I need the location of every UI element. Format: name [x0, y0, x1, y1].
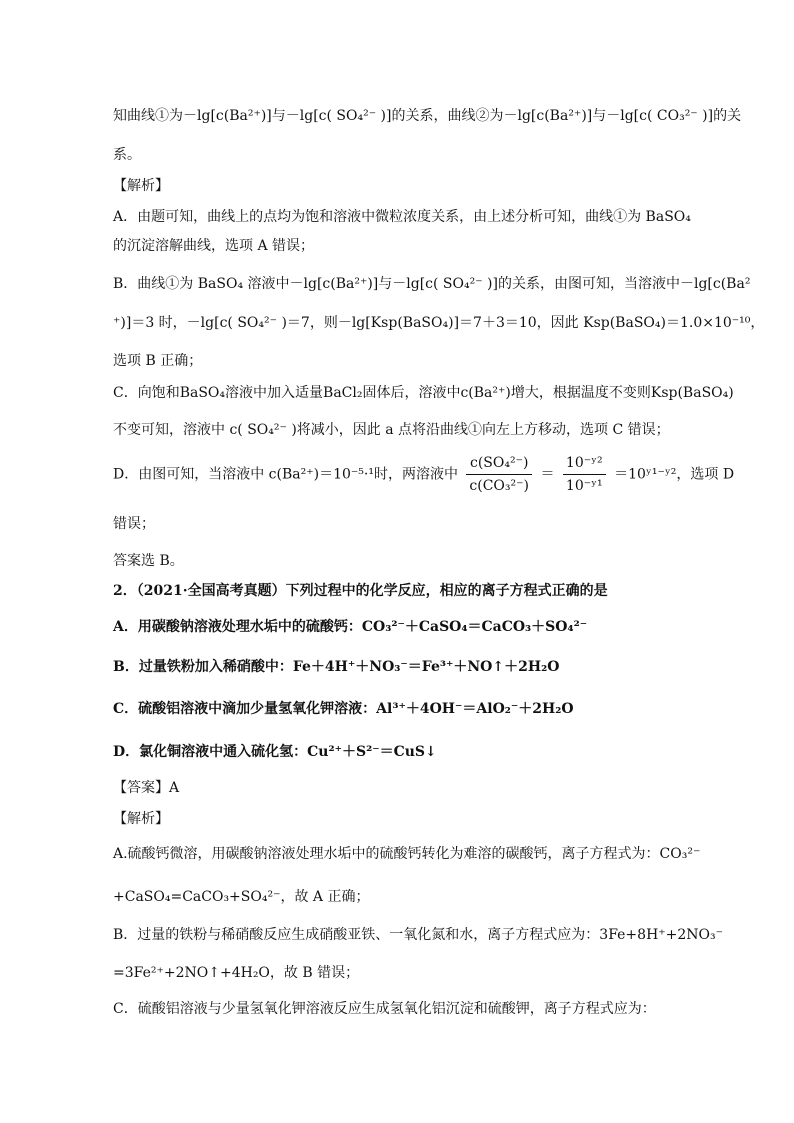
text-line: 选项 B 正确；	[113, 353, 203, 369]
fraction-numerator: c(SO₄²⁻)	[466, 452, 532, 475]
fraction-numerator: 10⁻ʸ²	[563, 452, 606, 475]
text-line: B．过量的铁粉与稀硝酸反应生成硝酸亚铁、一氧化氮和水，离子方程式应为：3Fe+8H⁺+2NO₃⁻	[113, 927, 724, 943]
concentration-ratio	[466, 452, 532, 497]
text-line: B．曲线①为 BaSO₄ 溶液中－lg[c(Ba²⁺)]与－lg[c( SO₄²⁻ )]的关系，由图可知，当溶液中－lg[c(Ba²	[113, 276, 751, 292]
option-c: C．硫酸铝溶液中滴加少量氢氧化钾溶液：Al³⁺＋4OH⁻＝AlO₂⁻＋2H₂O	[113, 701, 574, 717]
text-line: 的沉淀溶解曲线，选项 A 错误；	[113, 238, 315, 254]
fraction-denominator: 10⁻ʸ¹	[565, 478, 603, 494]
text-line: C．硫酸铝溶液与少量氢氧化钾溶液反应生成氢氧化铝沉淀和硫酸钾，离子方程式应为：	[113, 1001, 656, 1017]
section-heading: 【解析】	[113, 811, 169, 827]
text-line: 知曲线①为－lg[c(Ba²⁺)]与－lg[c( SO₄²⁻ )]的关系，曲线②为－lg[c(Ba²⁺)]与－lg[c( CO₃²⁻ )]的关	[113, 108, 742, 124]
option-b: B．过量铁粉加入稀硝酸中：Fe＋4H⁺＋NO₃⁻＝Fe³⁺＋NO↑＋2H₂O	[113, 659, 560, 675]
fraction-line	[113, 452, 734, 497]
fraction-denominator: c(CO₃²⁻)	[469, 478, 529, 494]
text-line: =3Fe²⁺+2NO↑+4H₂O，故 B 错误；	[113, 965, 360, 981]
text-line: 错误；	[113, 516, 155, 532]
answer-line: 【答案】A	[113, 780, 180, 796]
option-a: A．用碳酸钠溶液处理水垢中的硫酸钙：CO₃²⁻＋CaSO₄＝CaCO₃＋SO₄²⁻	[113, 619, 588, 635]
equals-sign: ＝	[540, 466, 555, 483]
text-line: 不变可知，溶液中 c( SO₄²⁻ )将减小，因此 a 点将沿曲线①向左上方移动，选项 C 错误；	[113, 422, 670, 438]
section-heading: 【解析】	[113, 178, 169, 194]
option-d: D．氯化铜溶液中通入硫化氢：Cu²⁺＋S²⁻＝CuS↓	[113, 744, 437, 760]
text-line: ⁺)]＝3 时，－lg[c( SO₄²⁻ )＝7，则－lg[Ksp(BaSO₄)]＝7＋3＝10，因此 Ksp(BaSO₄)＝1.0×10⁻¹⁰，	[113, 315, 765, 331]
text-line: A.硫酸钙微溶，用碳酸钠溶液处理水垢中的硫酸钙转化为难溶的碳酸钙，离子方程式为：CO₃²⁻	[113, 846, 701, 862]
question-stem: 2．（2021·全国高考真题）下列过程中的化学反应，相应的离子方程式正确的是	[113, 583, 608, 599]
text-line: C．向饱和BaSO₄溶液中加入适量BaCl₂固体后，溶液中c(Ba²⁺)增大，根据温度不变则Ksp(BaSO₄)	[113, 385, 734, 401]
text-line: 系。	[113, 147, 141, 163]
text-line: 答案选 B。	[113, 553, 184, 569]
text-segment: ＝10ʸ¹⁻ʸ²，选项 D	[614, 466, 735, 483]
text-line: A．由题可知，曲线上的点均为饱和溶液中微粒浓度关系，由上述分析可知，曲线①为 BaSO₄	[113, 209, 691, 225]
text-line: +CaSO₄=CaCO₃+SO₄²⁻，故 A 正确；	[113, 889, 370, 905]
power-ratio	[563, 452, 606, 497]
text-segment: D．由图可知，当溶液中 c(Ba²⁺)＝10⁻⁵·¹时，两溶液中	[113, 466, 458, 483]
